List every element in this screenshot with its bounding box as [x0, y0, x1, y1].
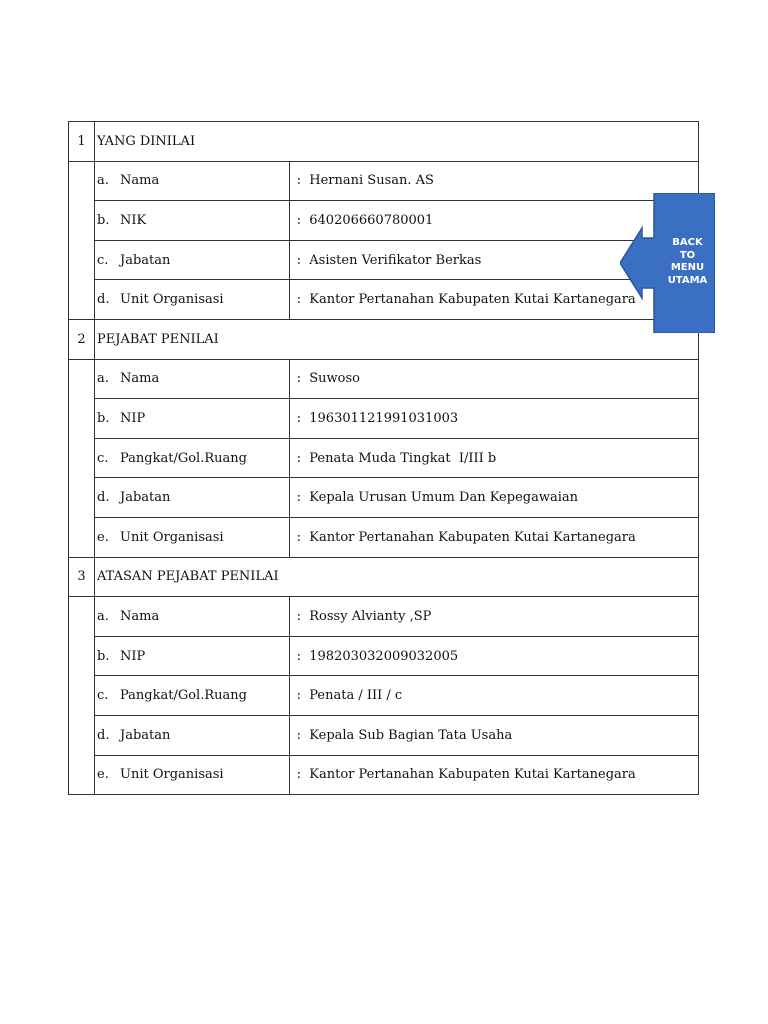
back-label-line: MENU — [670, 262, 705, 273]
field-letter: d. — [97, 292, 110, 308]
table-row — [69, 517, 699, 557]
separator: : — [296, 608, 301, 624]
field-value — [290, 636, 699, 676]
field-label-text: Pangkat/Gol.Ruang — [120, 450, 247, 466]
section-header-row — [69, 557, 699, 597]
separator: : — [296, 727, 301, 743]
section-number: 1 — [69, 122, 95, 162]
field-letter: c. — [97, 450, 109, 466]
field-label-text: Jabatan — [120, 727, 171, 743]
back-to-menu-button[interactable] — [620, 193, 715, 333]
field-letter: e. — [97, 529, 109, 545]
table-row — [69, 715, 699, 755]
separator: : — [296, 212, 301, 228]
field-value-text: Penata Muda Tingkat I/III b — [309, 450, 497, 466]
section-title: ATASAN PEJABAT PENILAI — [95, 557, 699, 597]
field-letter: b. — [97, 212, 110, 228]
field-label-text: NIP — [120, 648, 146, 664]
section-number: 3 — [69, 557, 95, 597]
table-row — [69, 676, 699, 716]
table-row — [69, 438, 699, 478]
table-row — [69, 478, 699, 518]
separator: : — [296, 173, 301, 189]
table-row — [69, 755, 699, 795]
back-label-line: TO — [679, 249, 696, 261]
table-row — [69, 201, 699, 241]
field-label — [95, 280, 290, 320]
field-value-text: Suwoso — [309, 371, 360, 387]
table-row — [69, 161, 699, 201]
field-letter: d. — [97, 727, 110, 743]
table-row — [69, 240, 699, 280]
field-value-text: Rossy Alvianty ,SP — [309, 608, 432, 624]
indent-cell — [69, 597, 95, 795]
separator: : — [296, 252, 301, 268]
field-label — [95, 636, 290, 676]
table-row — [69, 399, 699, 439]
field-value-text: 640206660780001 — [309, 212, 434, 228]
separator: : — [296, 688, 301, 704]
separator: : — [296, 529, 301, 545]
field-value — [290, 399, 699, 439]
field-label-text: NIK — [120, 212, 147, 228]
field-label-text: Nama — [120, 173, 160, 189]
table-row — [69, 359, 699, 399]
field-label — [95, 715, 290, 755]
field-value-text: Kantor Pertanahan Kabupaten Kutai Kartanegara — [309, 292, 636, 308]
field-letter: d. — [97, 490, 110, 506]
field-value — [290, 715, 699, 755]
field-letter: a. — [97, 173, 109, 189]
indent-cell — [69, 359, 95, 557]
field-label — [95, 438, 290, 478]
field-value — [290, 359, 699, 399]
field-letter: b. — [97, 648, 110, 664]
field-letter: c. — [97, 252, 109, 268]
field-value — [290, 478, 699, 518]
field-label — [95, 201, 290, 241]
separator: : — [296, 292, 301, 308]
table-row — [69, 280, 699, 320]
section-header-row — [69, 319, 699, 359]
separator: : — [296, 410, 301, 426]
field-value-text: Kepala Sub Bagian Tata Usaha — [309, 727, 513, 743]
table-row — [69, 597, 699, 637]
field-label — [95, 517, 290, 557]
field-value-text: 196301121991031003 — [309, 410, 459, 426]
field-label-text: Unit Organisasi — [120, 529, 224, 545]
field-letter: a. — [97, 608, 109, 624]
field-label-text: Jabatan — [120, 252, 171, 268]
field-label — [95, 161, 290, 201]
field-letter: e. — [97, 767, 109, 783]
field-label — [95, 240, 290, 280]
field-label-text: Unit Organisasi — [120, 292, 224, 308]
back-label-line: BACK — [672, 237, 703, 248]
separator: : — [296, 371, 301, 387]
field-value — [290, 597, 699, 637]
field-value-text: Asisten Verifikator Berkas — [309, 252, 482, 268]
separator: : — [296, 490, 301, 506]
back-button-label — [660, 237, 715, 289]
field-value — [290, 517, 699, 557]
field-letter: c. — [97, 688, 109, 704]
assessment-form-table — [68, 121, 699, 795]
field-label-text: Nama — [120, 371, 160, 387]
field-value-text: Kepala Urusan Umum Dan Kepegawaian — [309, 490, 578, 506]
back-label-line: UTAMA — [667, 274, 708, 286]
field-label-text: NIP — [120, 410, 146, 426]
separator: : — [296, 767, 301, 783]
field-label — [95, 399, 290, 439]
field-label — [95, 755, 290, 795]
indent-cell — [69, 161, 95, 319]
section-header-row — [69, 122, 699, 162]
field-letter: b. — [97, 410, 110, 426]
field-value-text: Kantor Pertanahan Kabupaten Kutai Kartanegara — [309, 767, 636, 783]
field-letter: a. — [97, 371, 109, 387]
field-label — [95, 478, 290, 518]
section-title: PEJABAT PENILAI — [95, 319, 699, 359]
separator: : — [296, 648, 301, 664]
field-value-text: Hernani Susan. AS — [309, 173, 434, 189]
field-label-text: Jabatan — [120, 490, 171, 506]
field-label — [95, 597, 290, 637]
field-label-text: Pangkat/Gol.Ruang — [120, 688, 247, 704]
field-value — [290, 438, 699, 478]
field-value — [290, 755, 699, 795]
field-label — [95, 676, 290, 716]
section-number: 2 — [69, 319, 95, 359]
field-value-text: 198203032009032005 — [309, 648, 459, 664]
field-value — [290, 676, 699, 716]
table-row — [69, 636, 699, 676]
field-label-text: Unit Organisasi — [120, 767, 224, 783]
section-title: YANG DINILAI — [95, 122, 699, 162]
separator: : — [296, 450, 301, 466]
field-label-text: Nama — [120, 608, 160, 624]
field-label — [95, 359, 290, 399]
field-value-text: Penata / III / c — [309, 688, 403, 704]
field-value-text: Kantor Pertanahan Kabupaten Kutai Kartanegara — [309, 529, 636, 545]
